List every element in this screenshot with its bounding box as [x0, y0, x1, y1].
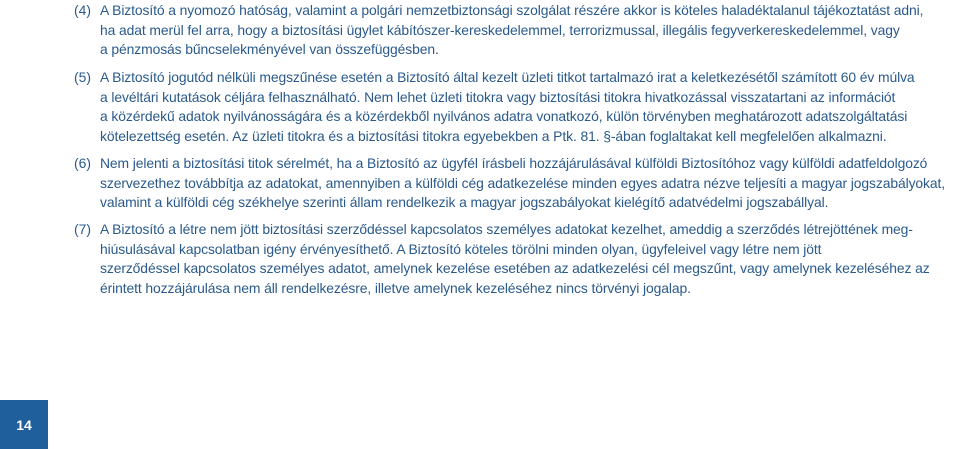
page-number-tab [0, 400, 48, 449]
paragraph-7-line-3: szerződéssel kapcsolatos személyes adatot, amelynek kezelése esetében az adatkezelési cél megszűnt, vagy amelynek kezeléséhez az [100, 260, 930, 277]
paragraph-7-line-1: A Biztosító a létre nem jött biztosítási szerződéssel kapcsolatos személyes adatokat kezelhet, ameddig a szerződés létrejöttének meg- [100, 221, 913, 237]
paragraph-7-line-2: hiúsulásával kapcsolatban igény érvényesíthető. A Biztosító köteles törölni minden olyan, ügyfeleivel vagy létre nem jött [100, 240, 822, 257]
paragraph-7-line-4: érintett hozzájárulása nem áll rendelkezésre, illetve amelynek kezeléséhez nincs törvényi jogalap. [100, 279, 691, 296]
paragraph-6 [100, 154, 952, 213]
paragraph-4 [100, 1, 952, 60]
paragraph-5-line-1: A Biztosító jogutód nélküli megszűnése esetén a Biztosító által kezelt üzleti titkot tartalmazó irat a keletkezésétől számított 60 év múlva [100, 69, 915, 85]
paragraph-number-6: (6) [74, 155, 91, 171]
paragraph-number-5: (5) [74, 69, 91, 85]
paragraph-number-4: (4) [74, 2, 91, 18]
paragraph-6-line-1: Nem jelenti a biztosítási titok sérelmét, ha a Biztosító az ügyfél írásbeli hozzájárulásával külföldi Biztosítóhoz vagy külföldi adatfeldolgozó [100, 155, 928, 171]
paragraph-5 [100, 68, 952, 146]
paragraph-5-line-4: kötelezettség esetén. Az üzleti titokra és a biztosítási titokra egyebekben a Ptk. 81. §-ában foglaltakat kell megfelelően alkalmazni. [100, 127, 887, 144]
paragraph-5-line-2: a levéltári kutatások céljára felhasználható. Nem lehet üzleti titokra vagy biztosítási titokra hivatkozással visszatartani az információt [100, 88, 896, 105]
paragraph-4-line-1: A Biztosító a nyomozó hatóság, valamint a polgári nemzetbiztonsági szolgálat részére akkor is köteles haladéktalanul tájékoztatást adni, [100, 2, 924, 18]
paragraph-5-line-3: a közérdekű adatok nyilvánosságára és a közérdekből nyilvános adatra vonatkozó, külön törvényben meghatározott adatszolgáltatási [100, 108, 908, 125]
paragraph-4-line-2: ha adat merül fel arra, hogy a biztosítási ügylet kábítószer-kereskedelemmel, terrorizmussal, illegális fegyverkereskedelemmel, vagy [100, 21, 900, 38]
paragraph-6-line-2: szervezethez továbbítja az adatokat, amennyiben a külföldi cég adatkezelése minden egyes adatra nézve teljesíti a magyar jogszabályokat, [100, 174, 946, 191]
paragraph-6-line-3: valamint a külföldi cég székhelye szerinti állam rendelkezik a magyar jogszabályokat kielégítő adatvédelmi jogszabállyal. [100, 194, 829, 211]
paragraph-4-line-3: a pénzmosás bűncselekményével van összefüggésben. [100, 41, 439, 58]
paragraph-7 [100, 220, 952, 298]
paragraph-number-7: (7) [74, 221, 91, 237]
page-number: 14 [16, 416, 32, 433]
